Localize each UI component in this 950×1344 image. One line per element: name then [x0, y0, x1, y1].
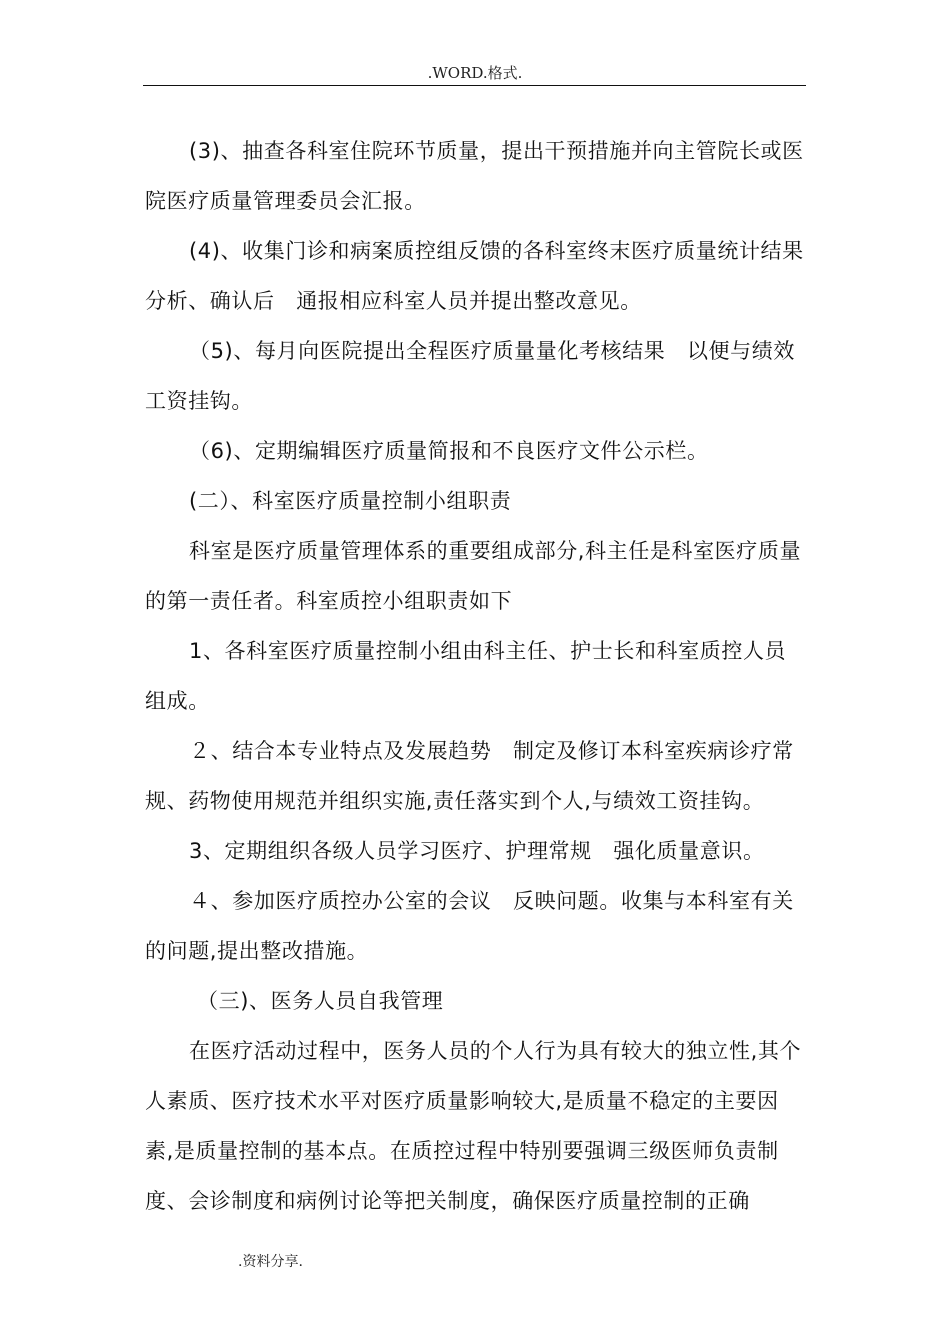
paragraph: （三)、医务人员自我管理	[197, 989, 444, 1013]
paragraph: ２、结合本专业特点及发展趋势 制定及修订本科室疾病诊疗常规、药物使用规范并组织实施,责任落实到个人,与绩效工资挂钩。	[145, 739, 794, 813]
page-footer: .资料分享.	[238, 1254, 303, 1270]
paragraph: (4)、收集门诊和病案质控组反馈的各科室终末医疗质量统计结果 分析、确认后 通报相应科室人员并提出整改意见。	[145, 239, 826, 313]
document-body	[145, 126, 826, 1226]
header-divider	[143, 85, 806, 86]
paragraph: 科室是医疗质量管理体系的重要组成部分,科主任是科室医疗质量的第一责任者。科室质控小组职责如下	[145, 539, 802, 613]
paragraph: 1、各科室医疗质量控制小组由科主任、护士长和科室质控人员组成。	[145, 639, 787, 713]
paragraph: （6)、定期编辑医疗质量简报和不良医疗文件公示栏。	[189, 439, 709, 463]
paragraph: (3)、抽查各科室住院环节质量，提出干预措施并向主管院长或医院医疗质量管理委员会汇报。	[145, 139, 804, 213]
paragraph: （5)、每月向医院提出全程医疗质量量化考核结果 以便与绩效工资挂钩。	[145, 339, 795, 413]
paragraph: 3、定期组织各级人员学习医疗、护理常规 强化质量意识。	[189, 839, 765, 863]
paragraph: (二）、科室医疗质量控制小组职责	[189, 489, 512, 513]
page-header: .WORD.格式.	[427, 64, 523, 82]
paragraph: ４、参加医疗质控办公室的会议 反映问题。收集与本科室有关的问题,提出整改措施。	[145, 889, 794, 963]
paragraph: 在医疗活动过程中，医务人员的个人行为具有较大的独立性,其个人素质、医疗技术水平对医疗质量影响较大,是质量不稳定的主要因素,是质量控制的基本点。在质控过程中特别要强调三级医师负责制度、会诊制度和病例讨论等把关制度，确保医疗质量控制的正确	[145, 1039, 802, 1213]
